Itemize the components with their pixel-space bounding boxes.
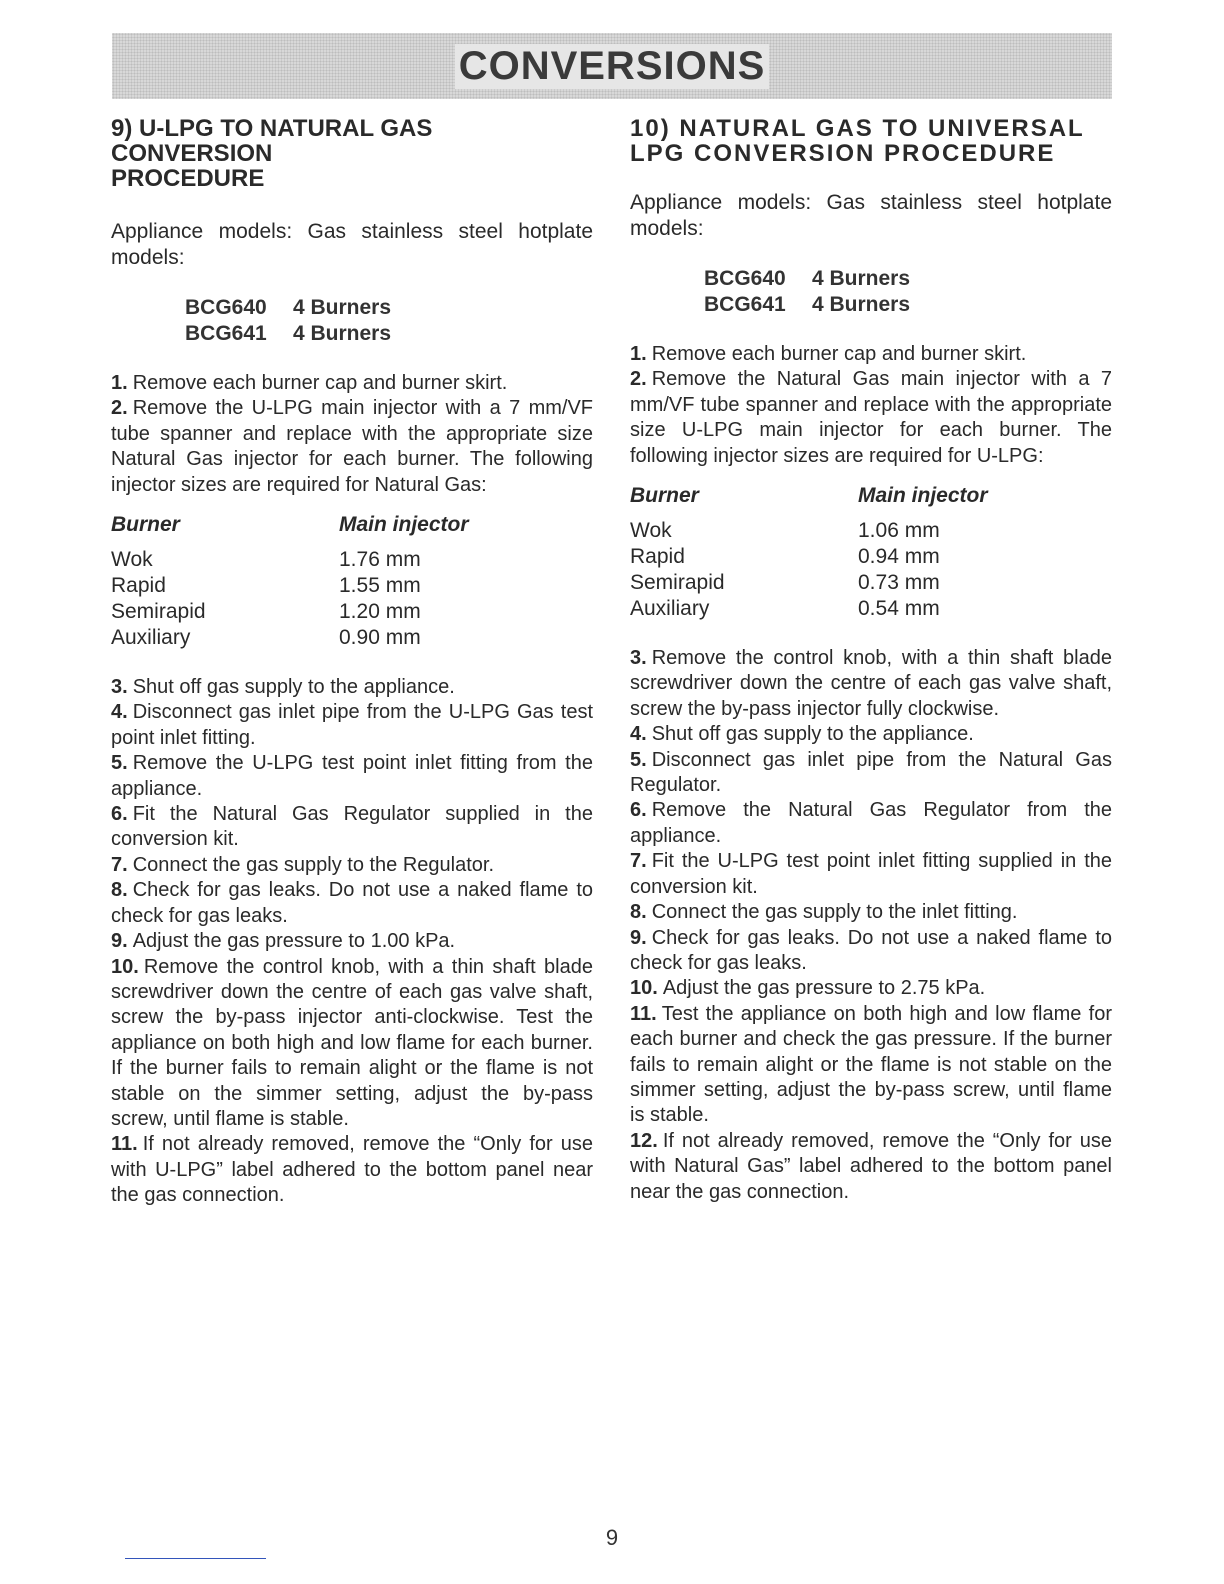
left-steps-b (111, 675, 593, 1209)
step (630, 849, 1112, 900)
table-header (630, 483, 1112, 509)
burner-name: Rapid (630, 545, 685, 569)
step (630, 900, 1112, 925)
step-text: Remove each burner cap and burner skirt. (651, 343, 1027, 365)
step (111, 396, 593, 498)
left-column (111, 116, 593, 1209)
conversions-banner (112, 33, 1112, 99)
header-burner: Burner (111, 513, 180, 537)
step-number: 8. (111, 879, 128, 902)
model-code: BCG640 (185, 296, 267, 319)
step-number: 2. (630, 368, 647, 391)
step (630, 1129, 1112, 1205)
step-text: Test the appliance on both high and low flame for each burner and check the gas pressure. If the burner fails to remain alight or the flame is not stable on the simmer setting, adjust the by-pass screw, until flame is stable. (630, 1002, 1112, 1127)
left-steps-a (111, 371, 593, 498)
model-desc: 4 Burners (812, 293, 911, 316)
step (630, 976, 1112, 1001)
step-number: 9. (111, 930, 128, 953)
step-text: Disconnect gas inlet pipe from the U-LPG Gas test point inlet fitting. (111, 701, 593, 749)
step (111, 1132, 593, 1208)
table-row (111, 599, 593, 625)
step-text: Remove the Natural Gas Regulator from the appliance. (630, 799, 1112, 847)
header-main-injector: Main injector (858, 484, 988, 508)
table-header (111, 512, 593, 538)
table-row (630, 570, 1112, 596)
step-number: 12. (630, 1129, 658, 1152)
step-number: 4. (111, 701, 128, 724)
left-heading-line2: PROCEDURE (111, 165, 265, 192)
step-text: Disconnect gas inlet pipe from the Natural Gas Regulator. (630, 748, 1112, 797)
step-text: Adjust the gas pressure to 1.00 kPa. (132, 930, 456, 953)
injector-size: 0.94 mm (858, 545, 940, 569)
injector-size: 0.54 mm (858, 597, 940, 621)
left-heading-line1: 9) U-LPG TO NATURAL GAS CONVERSION (111, 115, 433, 167)
step (630, 748, 1112, 799)
step-text: Check for gas leaks. Do not use a naked flame to check for gas leaks. (630, 926, 1112, 974)
step-text: Fit the Natural Gas Regulator supplied in the conversion kit. (111, 803, 593, 851)
model-row (185, 295, 593, 321)
header-main-injector: Main injector (339, 513, 469, 537)
step-text: Fit the U-LPG test point inlet fitting supplied in the conversion kit. (630, 850, 1112, 898)
step (630, 798, 1112, 849)
step-number: 1. (111, 372, 128, 394)
step-number: 10. (111, 955, 139, 978)
model-desc: 4 Burners (812, 267, 911, 290)
step-text: Remove the control knob, with a thin shaft blade screwdriver down the centre of each gas valve shaft, screw the by-pass injector anti-clockwise. Test the appliance on both high and low flame for each burner. If the burner fails to remain alight or the flame is not stable on the simmer setting, adjust the by-pass screw, until flame is stable. (111, 955, 593, 1130)
step-number: 3. (111, 676, 128, 699)
banner-title: CONVERSIONS (455, 44, 770, 89)
step-number: 1. (630, 343, 647, 365)
injector-size: 0.90 mm (339, 626, 421, 650)
right-injector-table (630, 483, 1112, 622)
step-number: 10. (630, 977, 658, 1000)
step-number: 6. (111, 803, 128, 826)
step-number: 9. (630, 926, 647, 949)
injector-size: 1.55 mm (339, 574, 421, 598)
table-row (630, 544, 1112, 570)
step-text: Remove each burner cap and burner skirt. (132, 372, 508, 394)
step (111, 955, 593, 1133)
model-desc: 4 Burners (293, 296, 392, 319)
step-number: 7. (111, 853, 128, 876)
table-row (630, 596, 1112, 622)
page-number: 9 (605, 1525, 619, 1550)
step (111, 853, 593, 878)
step-text: Remove the U-LPG test point inlet fitting from the appliance. (111, 752, 593, 800)
table-row (630, 518, 1112, 544)
left-models (185, 295, 593, 347)
step-number: 7. (630, 850, 647, 873)
step-number: 8. (630, 901, 647, 924)
burner-name: Semirapid (630, 571, 725, 595)
step-number: 5. (111, 752, 128, 775)
step (111, 751, 593, 802)
step-number: 11. (630, 1002, 657, 1025)
step (630, 367, 1112, 469)
step (630, 646, 1112, 722)
step-text: Remove the control knob, with a thin shaft blade screwdriver down the centre of each gas valve shaft, screw the by-pass injector fully clockwise. (630, 647, 1112, 720)
step-text: Shut off gas supply to the appliance. (132, 676, 455, 699)
footer-rule (125, 1558, 266, 1559)
left-intro: Appliance models: Gas stainless steel hotplate models: (111, 220, 593, 269)
burner-name: Wok (111, 548, 153, 572)
header-burner: Burner (630, 484, 699, 508)
step-text: Remove the Natural Gas main injector with a 7 mm/VF tube spanner and replace with the appropriate size U-LPG main injector for each burner. The following injector sizes are required for U-LPG: (630, 368, 1112, 467)
step (111, 371, 593, 396)
right-heading-line2: LPG CONVERSION PROCEDURE (630, 140, 1056, 167)
step (111, 675, 593, 700)
step-text: Remove the U-LPG main injector with a 7 mm/VF tube spanner and replace with the appropriate size Natural Gas injector for each burner. The following injector sizes are required for Natural Gas: (111, 397, 593, 496)
burner-name: Wok (630, 519, 672, 543)
step-text: Adjust the gas pressure to 2.75 kPa. (662, 977, 986, 1000)
step (630, 342, 1112, 367)
step-number: 4. (630, 723, 647, 746)
step-number: 2. (111, 397, 128, 420)
right-intro: Appliance models: Gas stainless steel hotplate models: (630, 191, 1112, 240)
step-text: Shut off gas supply to the appliance. (651, 723, 974, 746)
step-text: Connect the gas supply to the inlet fitting. (651, 901, 1018, 924)
step (630, 1002, 1112, 1129)
burner-name: Rapid (111, 574, 166, 598)
step-text: If not already removed, remove the “Only for use with U-LPG” label adhered to the bottom panel near the gas connection. (111, 1133, 593, 1207)
model-row (704, 266, 1112, 292)
injector-size: 1.20 mm (339, 600, 421, 624)
injector-size: 1.76 mm (339, 548, 421, 572)
model-code: BCG641 (704, 293, 786, 316)
right-column (630, 116, 1112, 1205)
step (111, 878, 593, 929)
step (630, 926, 1112, 977)
right-models (704, 266, 1112, 318)
step (111, 700, 593, 751)
step-text: If not already removed, remove the “Only for use with Natural Gas” label adhered to the bottom panel near the gas connection. (630, 1129, 1112, 1203)
model-row (185, 321, 593, 347)
model-desc: 4 Burners (293, 322, 392, 345)
step-number: 11. (111, 1133, 138, 1156)
burner-name: Auxiliary (630, 597, 710, 621)
step-text: Connect the gas supply to the Regulator. (132, 853, 495, 876)
right-heading-line1: 10) NATURAL GAS TO UNIVERSAL (630, 115, 1085, 142)
right-steps-b (630, 646, 1112, 1205)
model-code: BCG641 (185, 322, 267, 345)
model-code: BCG640 (704, 267, 786, 290)
right-steps-a (630, 342, 1112, 469)
right-section-heading (630, 116, 1112, 166)
burner-name: Semirapid (111, 600, 206, 624)
step-number: 6. (630, 799, 647, 822)
step-number: 3. (630, 647, 647, 670)
step (111, 929, 593, 954)
step-text: Check for gas leaks. Do not use a naked flame to check for gas leaks. (111, 879, 593, 927)
step (111, 802, 593, 853)
model-row (704, 292, 1112, 318)
table-row (111, 573, 593, 599)
table-row (111, 547, 593, 573)
injector-size: 1.06 mm (858, 519, 940, 543)
burner-name: Auxiliary (111, 626, 191, 650)
table-row (111, 625, 593, 651)
step-number: 5. (630, 748, 647, 771)
injector-size: 0.73 mm (858, 571, 940, 595)
left-injector-table (111, 512, 593, 651)
left-section-heading (111, 116, 593, 191)
step (630, 722, 1112, 747)
